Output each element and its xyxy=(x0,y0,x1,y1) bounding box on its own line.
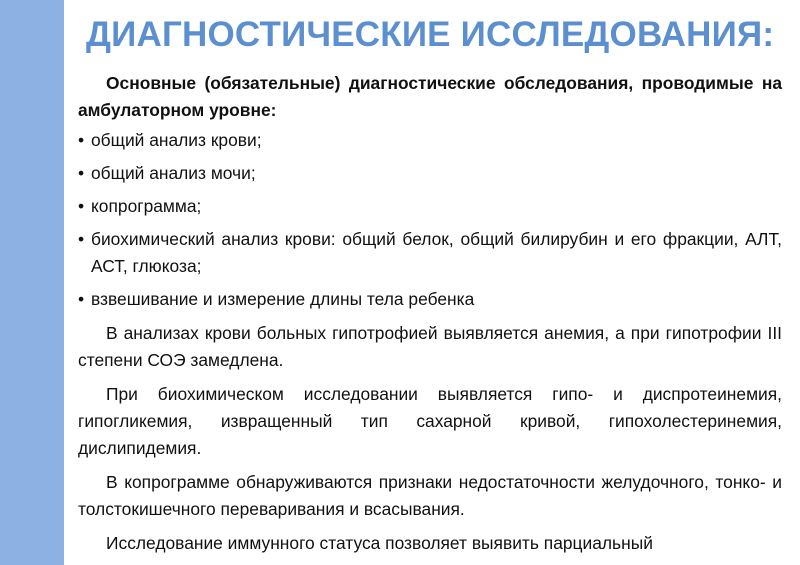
list-item: • общий анализ мочи; xyxy=(78,160,782,187)
list-item: • взвешивание и измерение длины тела ребенка xyxy=(78,286,782,313)
list-item: • копрограмма; xyxy=(78,193,782,220)
left-accent-bar xyxy=(0,0,64,565)
list-item: • биохимический анализ крови: общий белок, общий билирубин и его фракции, АЛТ, АСТ, глюкоза; xyxy=(78,226,782,280)
paragraph-blood-tests: В анализах крови больных гипотрофией выявляется анемия, а при гипотрофии III степени СОЭ замедлена. xyxy=(78,323,782,370)
document-body xyxy=(78,70,782,557)
list-item: • общий анализ крови; xyxy=(78,127,782,154)
page-title: ДИАГНОСТИЧЕСКИЕ ИССЛЕДОВАНИЯ: xyxy=(86,15,775,54)
paragraph-biochemistry: При биохимическом исследовании выявляется гипо- и диспротеинемия, гипогликемия, извращенный тип сахарной кривой, гипохолестеринемия, дислипидемия. xyxy=(78,384,782,458)
paragraph-coprogram: В копрограмме обнаруживаются признаки недостаточности желудочного, тонко- и толстокишечного переваривания и всасывания. xyxy=(78,472,782,519)
paragraph-immune-status: Исследование иммунного статуса позволяет выявить парциальный xyxy=(106,533,653,553)
intro-text: Основные (обязательные) диагностические обследования, проводимые на амбулаторном уровне: xyxy=(78,73,782,120)
diagnostic-list xyxy=(78,127,782,313)
